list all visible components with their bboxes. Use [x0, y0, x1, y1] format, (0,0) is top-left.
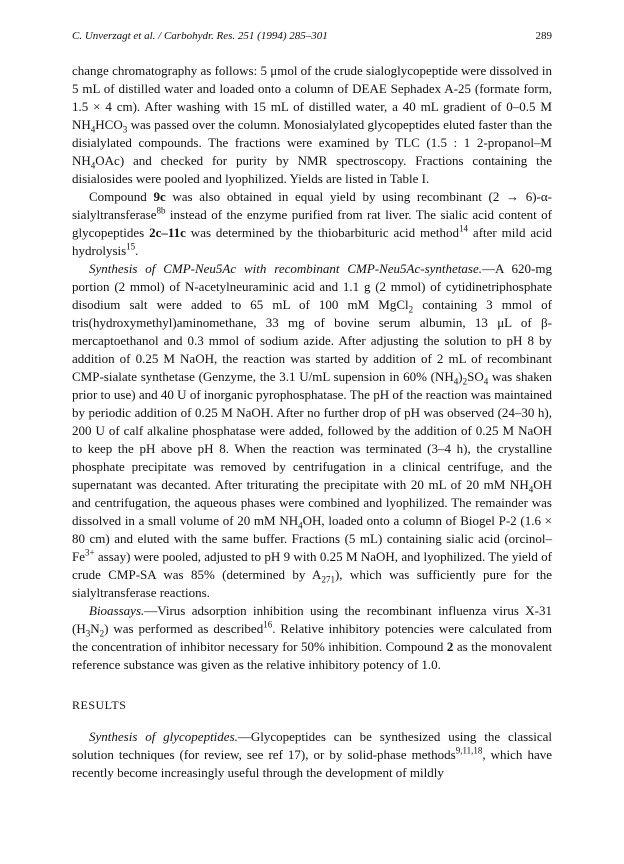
page-number: 289 [535, 30, 552, 42]
paragraph-cmp-synthesis: Synthesis of CMP-Neu5Ac with recombinant CMP-Neu5Ac-synthetase.—A 620-mg portion (2 mmol) of N-acetylneuraminic acid and 1.1 g (2 mmol) of cytidinetriphosphate disodium salt were added to 65 mL of 100 mM MgCl$_2$ containing 3 mmol of tris(hydroxymethyl)aminomethane, 33 mg of bovine serum albumin, 13 μL of β-mercaptoethanol and 0.3 mmol of sodium azide. After adjusting the solution to pH 8 by addition of 0.25 M NaOH, the reaction was started by addition of 2 mL of recombinant CMP-sialate synthetase (Genzyme, the 3.1 U/mL supension in 60% $(NH_4)_2SO_4$ was shaken prior to use) and 40 U of inorganic pyrophosphatase. The pH of the reaction was maintained by periodic addition of 0.25 M NaOH. After no further drop of pH was observed (24–30 h), 200 U of calf alkaline phosphatase were added, followed by the addition of 0.25 M NaOH to keep the pH above pH 8. When the reaction was terminated (3–4 h), the crystalline phosphate precipitate was removed by centrifugation in a clinical centrifuge, and the supernatant was decanted. After triturating the precipitate with 20 mL of 20 mM $NH_4OH$ and centrifugation, the aqueous phases were combined and lyophilized. The remainder was dissolved in a small volume of 20 mM $NH_4OH$, loaded onto a column of Biogel P-2 (1.6 × 80 cm) and eluted with the same buffer. Fractions (5 mL) containing sialic acid ($orcinol-Fe^{3+}$ assay) were pooled, adjusted to pH 9 with 0.25 M NaOH, and lyophilized. The yield of crude CMP-SA was 85% (determined by $A_{271}$), which was sufficiently pure for the sialyltransferase reactions. [72, 261, 552, 600]
paragraph-glycopeptides: Synthesis of glycopeptides.—Glycopeptides can be synthesized using the classical solution techniques (for review, see ref 17), or by solid-phase methods$^{9,11,18}$, which have recently become increasingly useful through the development of mildly [72, 729, 553, 780]
article-body [72, 62, 552, 782]
paragraph-chromatography: change chromatography as follows: 5 μmol of the crude sialoglycopeptide were dissolved in 5 mL of distilled water and loaded onto a column of DEAE Sephadex A-25 (formate form, 1.5 × 4 cm). After washing with 15 mL of distilled water, a 40 mL gradient of 0–0.5 M $NH_4HCO_3$ was passed over the column. Monosialylated glycopeptides eluted faster than the disialylated compounds. The fractions were examined by TLC (1.5 : 1 2-propanol–M $NH_4OAc$) and checked for purity by NMR spectroscopy. Fractions containing the disialosides were pooled and lyophilized. Yields are listed in Table I. [72, 63, 552, 186]
section-title-bioassays: Bioassays. [89, 603, 145, 618]
paragraph-sialic-acid: Compound 9c was also obtained in equal yield by using recombinant (2 → 6)-α-sialyltransferase$^{8b}$ instead of the enzyme purified from rat liver. The sialic acid content of glycopeptides 2c–11c was determined by the thiobarbituric acid method$^{14}$ after mild acid hydrolysis$^{15}$. [72, 189, 552, 258]
paragraph-bioassays: Bioassays.—Virus adsorption inhibition using the recombinant influenza virus X-31 $(H_3N_2)$ was performed as described$^{16}$. Relative inhibitory potencies were calculated from the concentration of inhibitor necessary for 50% inhibition. Compound 2 as the monovalent reference substance was given as the relative inhibitory potency of 1.0. [72, 603, 552, 672]
results-heading: RESULTS [72, 698, 127, 712]
section-title-glycopeptides: Synthesis of glycopeptides. [89, 729, 238, 744]
section-title-cmp: Synthesis of CMP-Neu5Ac with recombinant CMP-Neu5Ac-synthetase. [89, 261, 483, 276]
journal-citation: C. Unverzagt et al. / Carbohydr. Res. 251 (1994) 285–301 [72, 30, 328, 42]
running-header [72, 30, 552, 42]
